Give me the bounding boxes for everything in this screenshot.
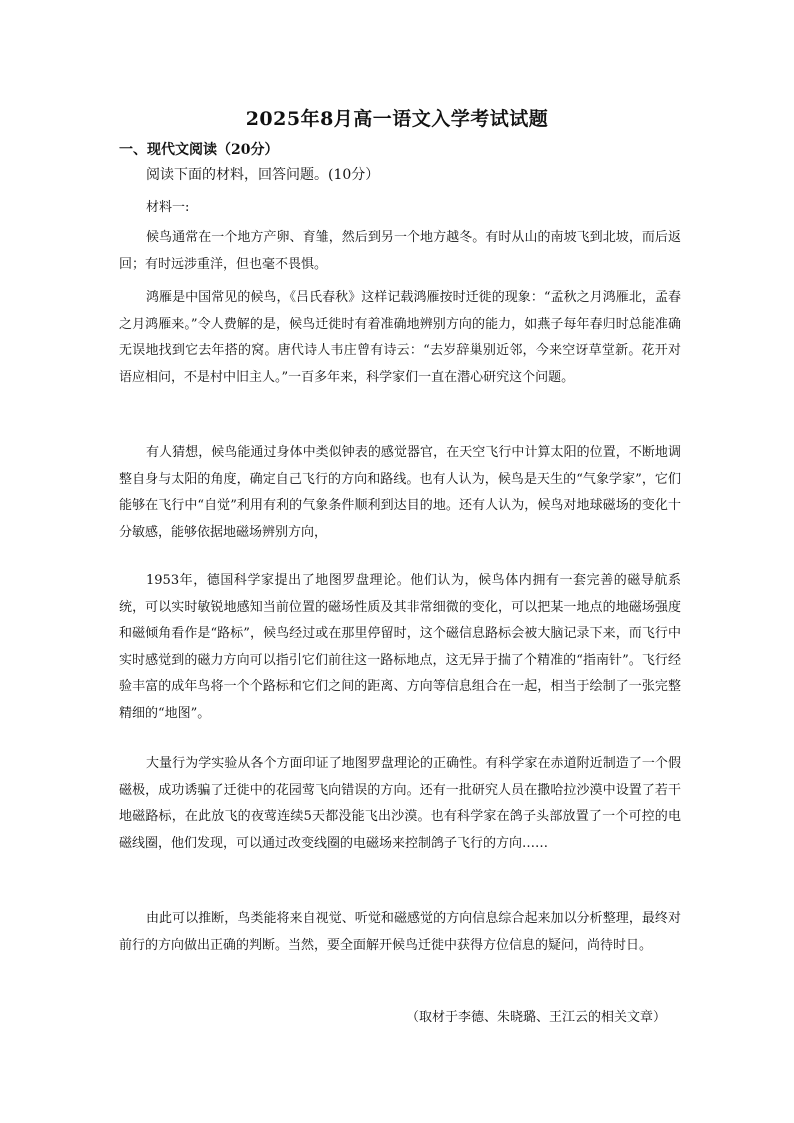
reading-instruction: 阅读下面的材料，回答问题。(10分） <box>146 167 380 183</box>
passage-paragraph-3: 有人猜想，候鸟能通过身体中类似钟表的感觉器官，在天空飞行中计算太阳的位置，不断地调整自身与太阳的角度，确定自己飞行的方向和路线。也有人认为，候鸟是天生的“气象学家”，它们能够在飞行中“自觉”利用有利的气象条件顺利到达目的地。还有人认为，候鸟对地球磁场的变化十分敏感，能够依据地磁场辨别方向， <box>119 445 681 540</box>
passage-paragraph-6: 由此可以推断，鸟类能将来自视觉、听觉和磁感觉的方向信息综合起来加以分析整理，最终对前行的方向做出正确的判断。当然，要全面解开候鸟迁徙中获得方位信息的疑问，尚待时日。 <box>119 911 681 953</box>
section-heading: 一、现代文阅读（20分） <box>119 142 279 158</box>
passage-paragraph-5: 大量行为学实验从各个方面印证了地图罗盘理论的正确性。有科学家在赤道附近制造了一个假磁极，成功诱骗了迁徙中的花园莺飞向错误的方向。还有一批研究人员在撒哈拉沙漠中设置了若干地磁路标，在此放飞的夜莺连续5天都没能飞出沙漠。也有科学家在鸽子头部放置了一个可控的电磁线圈，他们发现，可以通过改变线圈的电磁场来控制鸽子飞行的方向…… <box>119 756 681 851</box>
exam-title: 2025年8月高一语文入学考试试题 <box>245 108 549 130</box>
source-citation: （取材于李德、朱晓璐、王江云的相关文章） <box>405 1010 666 1025</box>
material-label: 材料一: <box>146 200 190 215</box>
passage-paragraph-4: 1953年，德国科学家提出了地图罗盘理论。他们认为，候鸟体内拥有一套完善的磁导航系统，可以实时敏锐地感知当前位置的磁场性质及其非常细微的变化，可以把某一地点的地磁场强度和磁倾角看作是“路标”，候鸟经过或在那里停留时，这个磁信息路标会被大脑记录下来，而飞行中实时感觉到的磁力方向可以指引它们前往这一路标地点，这无异于揣了个精准的“指南针”。飞行经验丰富的成年鸟将一个个路标和它们之间的距离、方向等信息组合在一起，相当于绘制了一张完整精细的“地图”。 <box>119 573 681 721</box>
passage-paragraph-1: 候鸟通常在一个地方产卵、育雏，然后到另一个地方越冬。有时从山的南坡飞到北坡，而后返回；有时远涉重洋，但也毫不畏惧。 <box>119 230 681 272</box>
passage-paragraph-2: 鸿雁是中国常见的候鸟，《吕氏春秋》这样记载鸿雁按时迁徙的现象：“孟秋之月鸿雁北，孟春之月鸿雁来。”令人费解的是，候鸟迁徙时有着准确地辨别方向的能力，如燕子每年春归时总能准确无误地找到它去年搭的窝。唐代诗人韦庄曾有诗云：“去岁辞巢别近邻，今来空讶草堂新。花开对语应相问，不是村中旧主人。”一百多年来，科学家们一直在潜心研究这个问题。 <box>119 290 681 385</box>
